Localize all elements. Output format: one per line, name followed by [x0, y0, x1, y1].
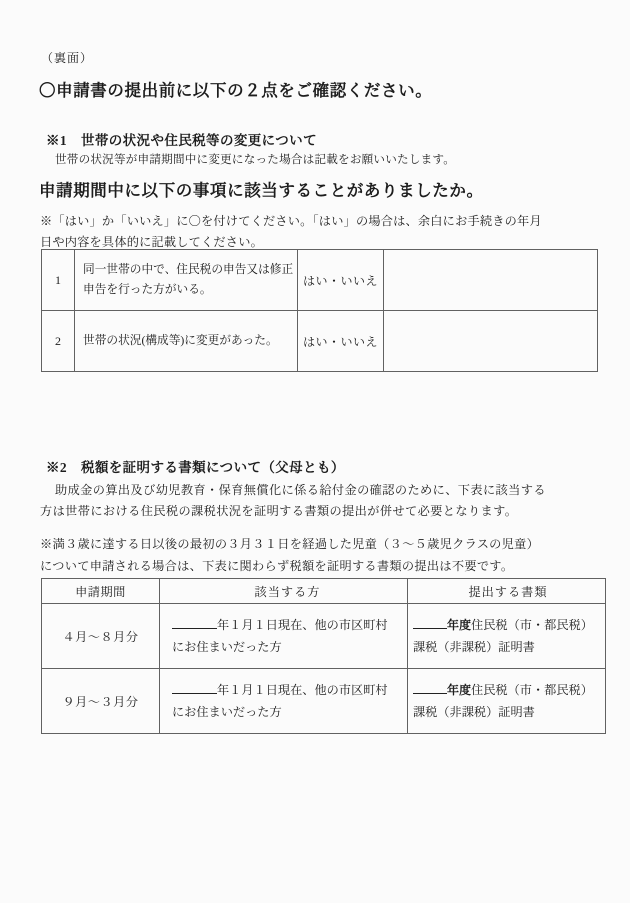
document-line2: 課税（非課税）証明書	[413, 705, 535, 719]
document-text: 住民税（市・都民税）	[471, 618, 593, 632]
tax-certificate-table	[41, 578, 606, 734]
row-number-cell: 2	[42, 311, 75, 372]
applicable-line2: にお住まいだった方	[172, 705, 282, 719]
header-application-period: 申請期間	[42, 579, 160, 604]
question-heading: 申請期間中に以下の事項に該当することがありましたか。	[39, 181, 484, 200]
page-side-label: （裏面）	[41, 51, 94, 65]
table-row	[42, 604, 606, 669]
circle-instruction-line2: 日や内容を具体的に記載してください。	[40, 235, 263, 249]
header-applicable-person: 該当する方	[160, 579, 408, 604]
table-row	[42, 250, 598, 311]
section1-heading: ※1 世帯の状況や住民税等の変更について	[46, 133, 317, 148]
period-cell: ９月～３月分	[42, 669, 160, 734]
blank-underline	[413, 626, 447, 629]
period-cell: ４月～８月分	[42, 604, 160, 669]
circle-instruction-line1: ※「はい」か「いいえ」に〇を付けてください。「はい」の場合は、余白にお手続きの年月	[40, 214, 542, 228]
applicable-text: 年１月１日現在、他の市区町村	[217, 618, 388, 632]
remarks-cell	[384, 250, 598, 311]
blank-underline	[172, 691, 217, 694]
fiscal-year-bold: 年度	[447, 618, 472, 632]
answer-options-cell: はい・いいえ	[298, 250, 384, 311]
section2-body-line2: 方は世帯における住民税の課税状況を証明する書類の提出が併せて必要となります。	[40, 504, 518, 518]
applicable-person-cell	[160, 604, 408, 669]
fiscal-year-bold: 年度	[447, 683, 472, 697]
table-header-row	[42, 579, 606, 604]
blank-underline	[172, 626, 217, 629]
question-text-cell: 同一世帯の中で、住民税の申告又は修正申告を行った方がいる。	[75, 250, 298, 311]
blank-underline	[413, 691, 447, 694]
table-row	[42, 669, 606, 734]
question-text-cell: 世帯の状況(構成等)に変更があった。	[75, 311, 298, 372]
section1-intro-text: 世帯の状況等が申請期間中に変更になった場合は記載をお願いいたします。	[55, 153, 456, 166]
document-line1	[413, 614, 603, 636]
main-heading: 〇申請書の提出前に以下の２点をご確認ください。	[39, 81, 433, 100]
applicable-line1	[172, 614, 403, 636]
section2-body-line1: 助成金の算出及び幼児教育・保育無償化に係る給付金の確認のために、下表に該当する	[55, 483, 546, 497]
document-cell	[408, 669, 606, 734]
table-row	[42, 311, 598, 372]
row-number-cell: 1	[42, 250, 75, 311]
remarks-cell	[384, 311, 598, 372]
answer-options-cell: はい・いいえ	[298, 311, 384, 372]
document-cell	[408, 604, 606, 669]
section2-heading: ※2 税額を証明する書類について（父母とも）	[46, 460, 345, 475]
document-line1	[413, 679, 603, 701]
household-change-table	[41, 249, 598, 372]
header-document-to-submit: 提出する書類	[408, 579, 606, 604]
document-line2: 課税（非課税）証明書	[413, 640, 535, 654]
applicable-line1	[172, 679, 403, 701]
document-text: 住民税（市・都民税）	[471, 683, 593, 697]
applicable-line2: にお住まいだった方	[172, 640, 282, 654]
exemption-note-line1: ※満３歳に達する日以後の最初の３月３１日を経過した児童（３～５歳児クラスの児童）	[40, 537, 540, 551]
applicable-person-cell	[160, 669, 408, 734]
applicable-text: 年１月１日現在、他の市区町村	[217, 683, 388, 697]
exemption-note-line2: について申請される場合は、下表に関わらず税額を証明する書類の提出は不要です。	[40, 559, 514, 573]
